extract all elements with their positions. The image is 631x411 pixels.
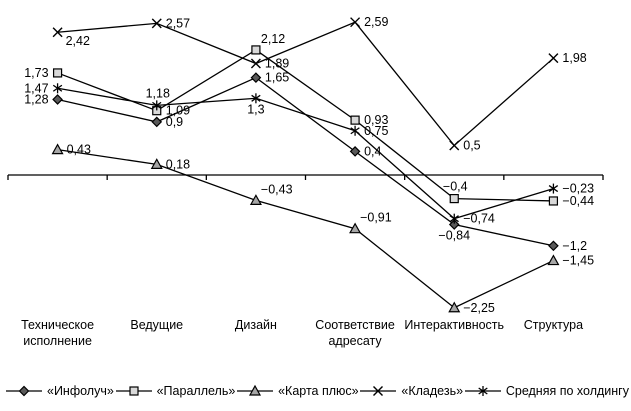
category-label: Техническое — [21, 318, 95, 332]
square-marker — [252, 46, 260, 54]
category-label: Ведущие — [130, 318, 184, 332]
legend-label: «Карта плюс» — [278, 384, 359, 398]
value-label: −0,44 — [562, 193, 595, 208]
category-label: адресату — [328, 334, 382, 348]
value-label: 0,18 — [165, 157, 191, 172]
category-labels — [21, 318, 583, 348]
x-axis — [8, 175, 603, 180]
value-label: 0,9 — [165, 114, 184, 129]
category-label: Интерактивность — [404, 318, 505, 332]
value-label: 0,93 — [364, 113, 389, 128]
value-label: 1,89 — [264, 56, 290, 71]
value-label: −0,91 — [360, 210, 392, 225]
triangle-marker — [449, 303, 459, 312]
value-label: 0,5 — [463, 138, 481, 153]
value-label: 0,43 — [66, 142, 91, 157]
square-marker — [130, 387, 138, 395]
series-polyline — [58, 22, 554, 145]
category-label: Соответствие — [315, 318, 395, 332]
series-polyline — [58, 150, 554, 308]
value-label: 0,75 — [364, 123, 389, 138]
diamond-marker — [549, 241, 558, 250]
value-label: −0,4 — [442, 179, 468, 194]
value-label: 2,59 — [364, 15, 389, 30]
value-label: 1,47 — [24, 81, 49, 96]
value-label: 1,65 — [264, 70, 290, 85]
diamond-marker — [53, 95, 62, 104]
value-label: 1,09 — [165, 103, 191, 118]
legend-label: «Кладезь» — [401, 384, 464, 398]
legend-marker-glyph — [20, 387, 29, 396]
diamond-marker — [152, 117, 161, 126]
value-label: 2,57 — [165, 16, 191, 31]
square-marker — [549, 197, 557, 205]
value-label: 1,3 — [247, 102, 265, 117]
diamond-legend-marker — [6, 384, 42, 398]
value-label: −0,43 — [260, 182, 293, 197]
value-label: −0,74 — [463, 211, 495, 226]
value-label: 0,4 — [364, 144, 382, 159]
legend-item-1 — [6, 384, 114, 398]
category-label: исполнение — [23, 334, 92, 348]
value-label: −0,84 — [438, 228, 471, 243]
triangle-marker — [53, 145, 63, 154]
legend-label: «Параллель» — [156, 384, 236, 398]
value-label: 1,28 — [24, 92, 49, 107]
square-marker — [54, 69, 62, 77]
asterisk-legend-marker — [465, 384, 501, 398]
value-label: −1,45 — [562, 253, 595, 268]
category-label: Структура — [523, 318, 584, 332]
square-marker — [351, 116, 359, 124]
series-points-5 — [24, 81, 594, 225]
legend-label: Средняя по холдингу — [505, 384, 629, 398]
legend-item-4 — [360, 384, 463, 398]
value-label: 2,42 — [65, 34, 90, 49]
value-label: 2,12 — [260, 31, 286, 46]
series-points-4 — [53, 15, 587, 152]
square-marker — [450, 195, 458, 203]
triangle-marker — [251, 195, 261, 204]
chart-legend — [6, 376, 629, 406]
series-points-1 — [24, 71, 587, 253]
legend-item-5 — [465, 384, 629, 398]
square-legend-marker — [116, 384, 152, 398]
legend-item-3 — [237, 384, 359, 398]
value-label: −0,23 — [562, 181, 595, 196]
value-label: −2,25 — [463, 300, 495, 315]
series-points-3 — [53, 143, 595, 315]
legend-label: «Инфолуч» — [47, 384, 114, 398]
value-label: 1,73 — [24, 65, 49, 80]
category-label: Дизайн — [234, 318, 277, 332]
diamond-marker — [20, 387, 29, 396]
legend-item-2 — [116, 384, 236, 398]
value-label: 1,98 — [562, 51, 587, 66]
value-label: 1,18 — [145, 86, 170, 101]
legend-marker-glyph — [130, 387, 138, 395]
x-legend-marker — [360, 384, 396, 398]
series-line-4 — [58, 22, 554, 145]
series-line-3 — [58, 150, 554, 308]
value-label: −1,2 — [562, 238, 588, 253]
triangle-marker — [548, 256, 558, 265]
triangle-legend-marker — [237, 384, 273, 398]
series-points-2 — [24, 32, 594, 208]
